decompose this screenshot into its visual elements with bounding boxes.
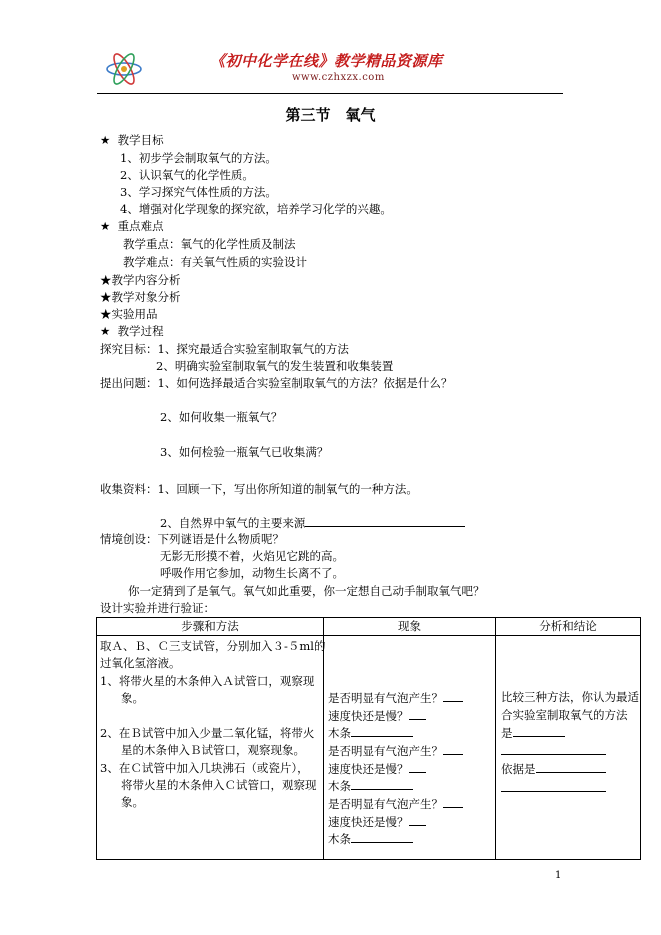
goal-item: 1、初步学会制取氧气的方法。 xyxy=(120,151,277,165)
riddle-line-2: 呼吸作用它参加，动物生长离不了。 xyxy=(160,566,344,580)
analysis-line: 合实验室制取氧气的方法 xyxy=(501,708,628,722)
bubble-question: 是否明显有气泡产生？ xyxy=(328,689,463,706)
step-1-line: 1、将带火星的木条伸入Ａ试管口，观察现 xyxy=(100,674,315,688)
materials-heading: ★实验用品 xyxy=(100,307,158,321)
step-1-line: 象。 xyxy=(121,691,144,705)
goals-heading: ★ 教学目标 xyxy=(100,133,164,147)
speed-question: 速度快还是慢？ xyxy=(328,707,426,724)
stick-observation: 木条 xyxy=(328,724,413,741)
stick-observation: 木条 xyxy=(328,777,413,794)
answer-blank xyxy=(501,779,606,796)
bubble-question: 是否明显有气泡产生？ xyxy=(328,795,463,812)
star-icon: ★ xyxy=(100,133,111,147)
step-intro-line: 取Ａ、Ｂ、Ｃ三支试管，分别加入３-５ml的 xyxy=(100,639,326,653)
atom-logo-icon xyxy=(104,49,144,89)
table-header: 现象 xyxy=(324,618,496,636)
scenario: 情境创设：下列谜语是什么物质呢？ xyxy=(100,532,284,546)
page-number: 1 xyxy=(555,870,562,881)
goal-item: 2、认识氧气的化学性质。 xyxy=(120,168,254,182)
table-header: 步骤和方法 xyxy=(97,618,324,636)
question-1: 提出问题：1、如何选择最适合实验室制取氧气的方法？依据是什么？ xyxy=(100,376,453,390)
collect-info-1: 收集资料：1、回顾一下，写出你所知道的制氧气的一种方法。 xyxy=(100,482,418,496)
answer-blank xyxy=(501,742,606,759)
table-header-row xyxy=(97,618,641,636)
teaching-difficulty: 教学难点：有关氧气性质的实验设计 xyxy=(123,255,307,269)
stick-observation: 木条 xyxy=(328,830,413,847)
step-3-line: 象。 xyxy=(121,795,144,809)
analysis-line: 是 xyxy=(501,724,565,741)
speed-question: 速度快还是慢？ xyxy=(328,760,426,777)
question-3: 3、如何检验一瓶氧气已收集满？ xyxy=(160,445,329,459)
analysis-cell xyxy=(496,636,641,860)
header-divider xyxy=(97,93,563,94)
teaching-focus: 教学重点：氧气的化学性质及制法 xyxy=(123,237,296,251)
explore-goal-2: 2、明确实验室制取氧气的发生装置和收集装置 xyxy=(156,359,394,373)
goal-item: 3、学习探究气体性质的方法。 xyxy=(120,185,277,199)
star-icon: ★ xyxy=(100,219,111,233)
goal-item: 4、增强对化学现象的探究欲，培养学习化学的兴趣。 xyxy=(120,202,392,216)
explore-goal-1: 探究目标：1、探究最适合实验室制取氧气的方法 xyxy=(100,342,349,356)
steps-cell xyxy=(97,636,324,860)
banner-title: 《初中化学在线》教学精品资源库 xyxy=(210,52,443,70)
step-intro-line: 过氧化氢溶液。 xyxy=(100,656,181,670)
content-analysis-heading: ★教学内容分析 xyxy=(100,273,181,287)
page-title: 第三节 氧气 xyxy=(285,106,376,124)
step-2-line: 星的木条伸入Ｂ试管口，观察现象。 xyxy=(121,743,305,757)
process-heading: ★ 教学过程 xyxy=(100,324,164,338)
collect-info-2: 2、自然界中氧气的主要来源 xyxy=(160,514,465,531)
basis-line: 依据是 xyxy=(501,760,606,777)
banner-url: www.czhxzx.com xyxy=(292,72,385,83)
speed-question: 速度快还是慢？ xyxy=(328,813,426,830)
analysis-line: 比较三种方法，你认为最适 xyxy=(501,690,639,704)
question-2: 2、如何收集一瓶氧气？ xyxy=(160,410,283,424)
phenomenon-cell xyxy=(324,636,496,860)
design-experiment: 设计实验并进行验证： xyxy=(100,601,215,615)
table-header: 分析和结论 xyxy=(496,618,641,636)
step-3-line: 3、在Ｃ试管中加入几块沸石（或瓷片）， xyxy=(100,761,309,775)
experiment-table xyxy=(96,617,641,860)
table-row xyxy=(97,636,641,860)
bubble-question: 是否明显有气泡产生？ xyxy=(328,742,463,759)
riddle-line-1: 无影无形摸不着，火焰见它跳的高。 xyxy=(160,549,344,563)
step-3-line: 将带火星的木条伸入Ｃ试管口，观察现 xyxy=(121,778,317,792)
guess-text: 你一定猜到了是氧气。氧气如此重要，你一定想自己动手制取氧气吧？ xyxy=(128,584,485,598)
key-points-heading: ★ 重点难点 xyxy=(100,219,164,233)
object-analysis-heading: ★教学对象分析 xyxy=(100,290,181,304)
step-2-line: 2、在Ｂ试管中加入少量二氧化锰，将带火 xyxy=(100,726,315,740)
star-icon: ★ xyxy=(100,324,111,338)
